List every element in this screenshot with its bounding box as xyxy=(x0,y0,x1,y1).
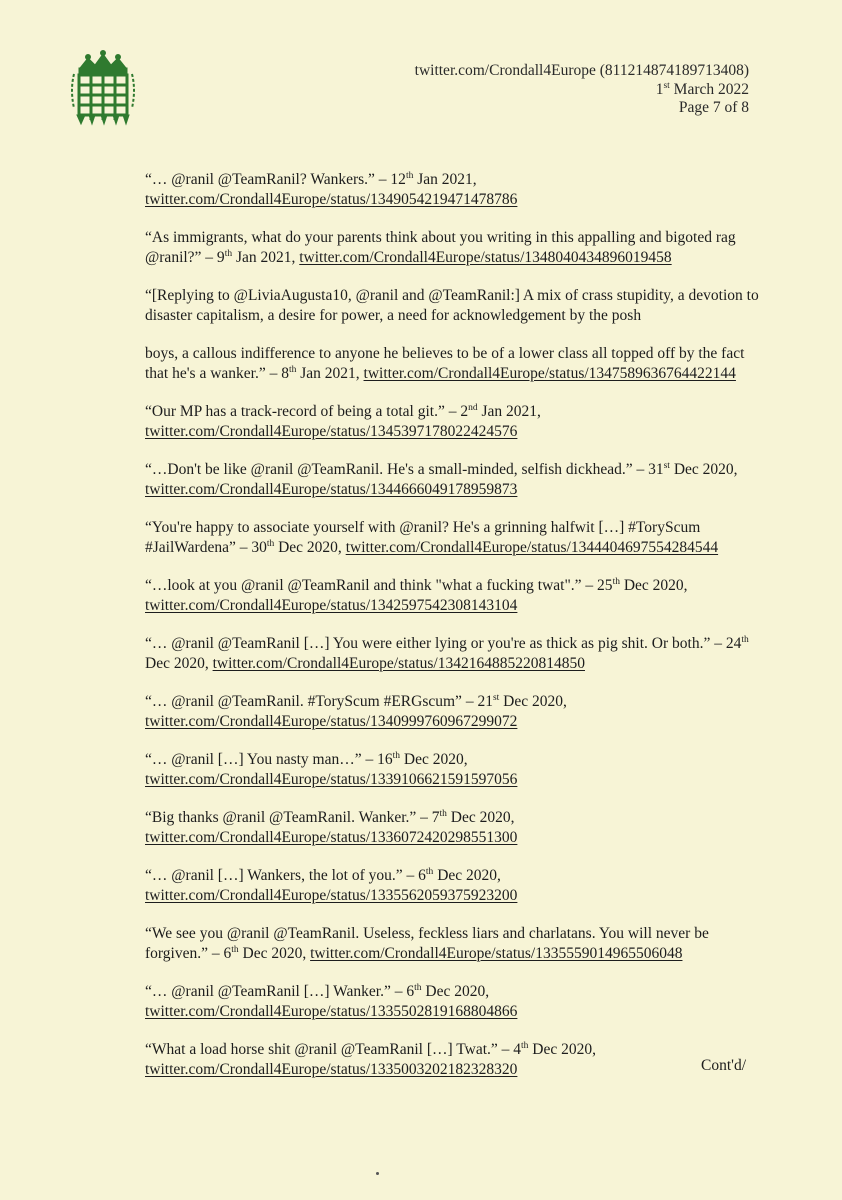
date-suffix: st xyxy=(663,80,670,91)
list-item: “…look at you @ranil @TeamRanil and think "what a fucking twat".” – 25th Dec 2020, twitter.com/Crondall4Europe/status/1342597542308143104 xyxy=(145,576,688,614)
list-item: “As immigrants, what do your parents think about you writing in this appalling and bigoted rag @ranil?” – 9th Jan 2021, twitter.com/Crondall4Europe/status/1348040434896019458 xyxy=(145,229,736,266)
account-line: twitter.com/Crondall4Europe (811214874189713408) xyxy=(414,62,749,79)
tweet-link[interactable]: twitter.com/Crondall4Europe/status/1348040434896019458 xyxy=(299,248,672,266)
date-rest: March 2022 xyxy=(669,80,749,98)
list-item: “We see you @ranil @TeamRanil. Useless, feckless liars and charlatans. You will never be forgiven.” – 6th Dec 2020, twitter.com/Crondall4Europe/status/1335559014965506048 xyxy=(145,925,709,962)
list-item: “[Replying to @LiviaAugusta10, @ranil and @TeamRanil:] A mix of crass stupidity, a devotion to disaster capitalism, a desire for power, a need for acknowledgement by the posh xyxy=(145,287,759,324)
tweet-link[interactable]: twitter.com/Crondall4Europe/status/1335502819168804866 xyxy=(145,1002,518,1020)
list-item: “… @ranil @TeamRanil […] You were either lying or you're as thick as pig shit. Or both.” – 24th Dec 2020, twitter.com/Crondall4Europe/status/1342164885220814850 xyxy=(145,634,749,672)
list-item: “… @ranil […] Wankers, the lot of you.” – 6th Dec 2020, twitter.com/Crondall4Europe/status/1335562059375923200 xyxy=(145,866,518,904)
list-item: “You're happy to associate yourself with @ranil? He's a grinning halfwit […] #ToryScum #JailWardena” – 30th Dec 2020, twitter.com/Crondall4Europe/status/1344404697554284544 xyxy=(145,519,719,556)
tweet-list xyxy=(145,170,760,1098)
list-item: “… @ranil @TeamRanil? Wankers.” – 12th Jan 2021, twitter.com/Crondall4Europe/status/1349054219471478786 xyxy=(145,170,518,208)
tweet-link[interactable]: twitter.com/Crondall4Europe/status/1335559014965506048 xyxy=(310,944,683,962)
list-item: “… @ranil […] You nasty man…” – 16th Dec 2020, twitter.com/Crondall4Europe/status/1339106621591597056 xyxy=(145,750,518,788)
tweet-link[interactable]: twitter.com/Crondall4Europe/status/1342164885220814850 xyxy=(212,654,585,672)
tweet-link[interactable]: twitter.com/Crondall4Europe/status/1339106621591597056 xyxy=(145,770,518,788)
tweet-link[interactable]: twitter.com/Crondall4Europe/status/1342597542308143104 xyxy=(145,596,518,614)
list-item: “Big thanks @ranil @TeamRanil. Wanker.” – 7th Dec 2020, twitter.com/Crondall4Europe/status/1336072420298551300 xyxy=(145,808,518,846)
list-item: boys, a callous indifference to anyone he believes to be of a lower class all topped off by the fact that he's a wanker.” – 8th Jan 2021, twitter.com/Crondall4Europe/status/1347589636764422144 xyxy=(145,345,745,382)
list-item: “… @ranil @TeamRanil. #ToryScum #ERGscum” – 21st Dec 2020, twitter.com/Crondall4Europe/status/1340999760967299072 xyxy=(145,692,567,730)
list-item: “Our MP has a track-record of being a total git.” – 2nd Jan 2021, twitter.com/Crondall4Europe/status/1345397178022424576 xyxy=(145,402,541,440)
date-day: 1 xyxy=(655,80,664,98)
portcullis-crest-icon xyxy=(68,50,138,130)
tweet-link[interactable]: twitter.com/Crondall4Europe/status/1336072420298551300 xyxy=(145,828,518,846)
header-date xyxy=(415,81,749,100)
tweet-link[interactable]: twitter.com/Crondall4Europe/status/1344666049178959873 xyxy=(145,480,518,498)
tweet-link[interactable]: twitter.com/Crondall4Europe/status/1335003202182328320 xyxy=(145,1060,518,1078)
tweet-link[interactable]: twitter.com/Crondall4Europe/status/1344404697554284544 xyxy=(345,538,719,556)
scan-speck xyxy=(376,1172,379,1175)
tweet-link[interactable]: twitter.com/Crondall4Europe/status/1345397178022424576 xyxy=(145,422,518,440)
list-item: “What a load horse shit @ranil @TeamRanil […] Twat.” – 4th Dec 2020, twitter.com/Crondall4Europe/status/1335003202182328320 xyxy=(145,1040,596,1078)
list-item: “… @ranil @TeamRanil […] Wanker.” – 6th Dec 2020, twitter.com/Crondall4Europe/status/1335502819168804866 xyxy=(145,982,518,1020)
continued-note: Cont'd/ xyxy=(701,1057,746,1074)
tweet-link[interactable]: twitter.com/Crondall4Europe/status/1349054219471478786 xyxy=(145,190,518,208)
tweet-link[interactable]: twitter.com/Crondall4Europe/status/1347589636764422144 xyxy=(363,364,736,382)
document-header xyxy=(415,62,749,118)
list-item: “…Don't be like @ranil @TeamRanil. He's a small-minded, selfish dickhead.” – 31st Dec 2020, twitter.com/Crondall4Europe/status/1344666049178959873 xyxy=(145,460,738,498)
tweet-link[interactable]: twitter.com/Crondall4Europe/status/1340999760967299072 xyxy=(145,712,518,730)
page-number: Page 7 of 8 xyxy=(678,99,749,116)
tweet-link[interactable]: twitter.com/Crondall4Europe/status/1335562059375923200 xyxy=(145,886,518,904)
